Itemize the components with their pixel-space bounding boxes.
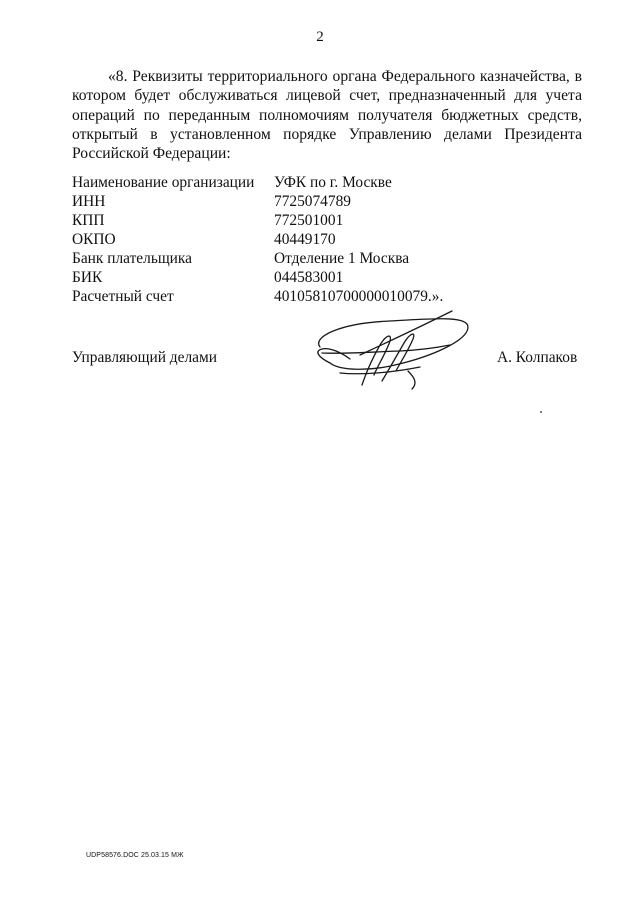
requisite-value: Отделение 1 Москва	[274, 250, 410, 267]
requisites-row	[72, 173, 443, 192]
document-footer-code: UDP58576.DOC 25.03.15 МЖ	[86, 852, 184, 859]
requisite-label: ИНН	[72, 193, 106, 210]
requisites-row	[72, 268, 443, 287]
requisite-value: 40105810700000010079.».	[274, 288, 444, 305]
requisite-label: БИК	[72, 269, 103, 286]
requisite-label: КПП	[72, 212, 105, 229]
page-number: 2	[316, 29, 324, 45]
requisite-label: Расчетный счет	[72, 288, 174, 305]
requisites-row	[72, 230, 443, 249]
requisite-value: 40449170	[274, 231, 336, 248]
requisites-table	[72, 173, 443, 306]
signatory-title: Управляющий делами	[72, 349, 217, 366]
requisites-row	[72, 287, 443, 306]
requisites-row	[72, 211, 443, 230]
requisite-value: 7725074789	[274, 193, 351, 210]
requisite-label: ОКПО	[72, 231, 116, 248]
requisites-row	[72, 249, 443, 268]
requisite-value: 044583001	[274, 269, 344, 286]
signatory-name: А. Колпаков	[497, 349, 578, 366]
handwritten-signature	[300, 305, 475, 395]
requisites-row	[72, 192, 443, 211]
requisite-value: 772501001	[274, 212, 344, 229]
requisite-label: Наименование организации	[72, 174, 255, 191]
body-paragraph: «8. Реквизиты территориального органа Федерального казначейства, в котором будет обслуживаться лицевой счет, предназначенный для учета операций по переданным полномочиям получателя бюджетных средств, открытый в установленном порядке Управлению делами Президента Российской Федерации:	[72, 68, 582, 163]
requisite-label: Банк плательщика	[72, 250, 192, 267]
scan-speck	[540, 411, 542, 413]
requisite-value: УФК по г. Москве	[274, 174, 392, 191]
